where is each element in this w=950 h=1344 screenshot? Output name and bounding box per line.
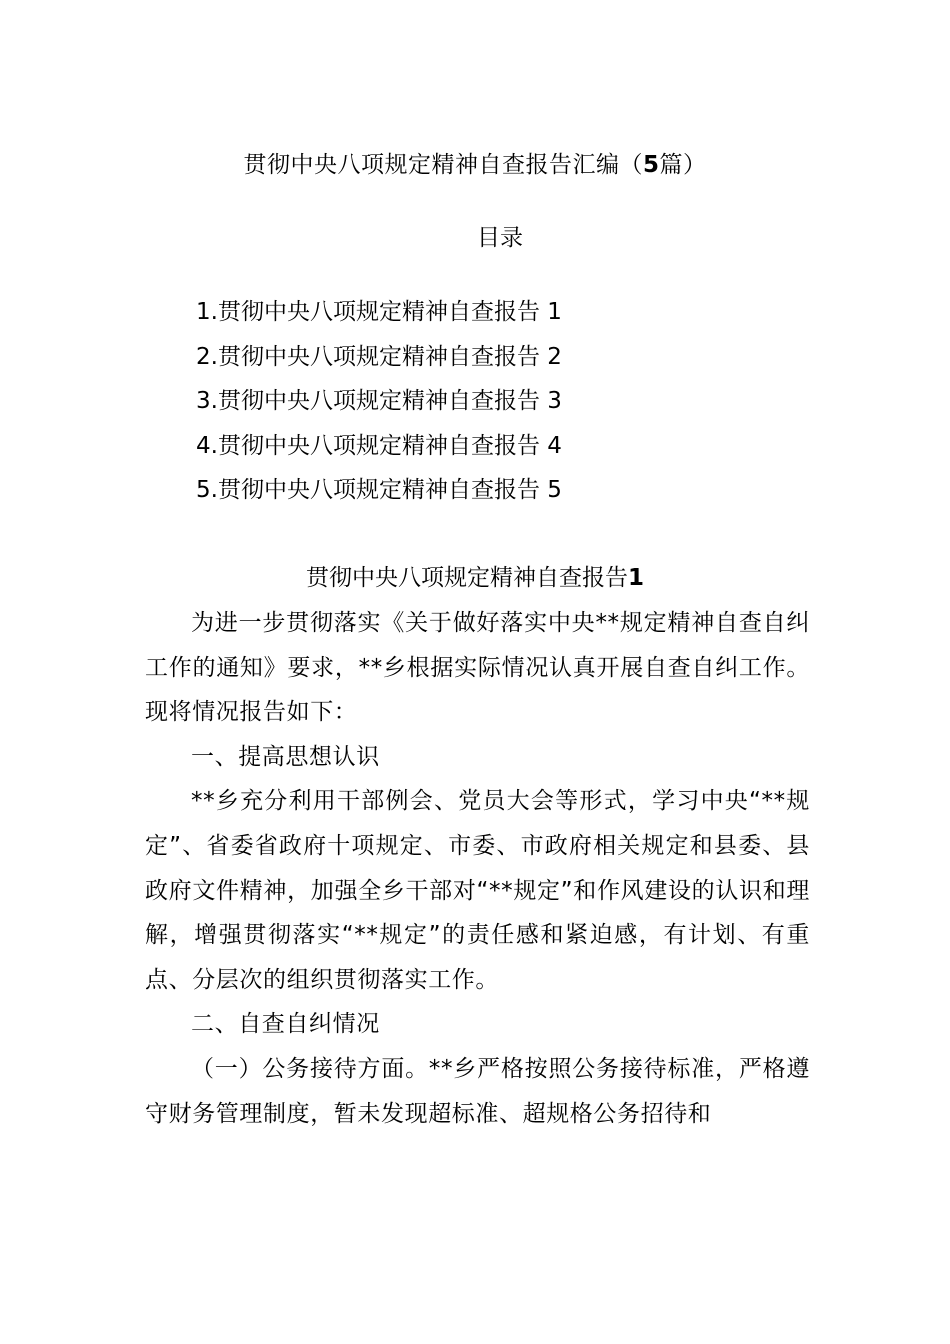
section-title-number: 1 xyxy=(627,565,644,591)
paragraph: **乡充分利用干部例会、党员大会等形式，学习中央“**规定”、省委省政府十项规定、市委、市政府相关规定和县委、县政府文件精神，加强全乡干部对“**规定”和作风建设的认识和理解，增强贯彻落实“**规定”的责任感和紧迫感，有计划、有重点、分层次的组织贯彻落实工作。 xyxy=(145,788,810,993)
section-title-text: 贯彻中央八项规定精神自查报告 xyxy=(305,565,628,591)
toc-item: 5.贯彻中央八项规定精神自查报告 5 xyxy=(196,477,562,503)
body-text xyxy=(145,601,810,1136)
title-suffix: 篇） xyxy=(659,152,707,178)
section-title xyxy=(0,560,950,596)
paragraph: 为进一步贯彻落实《关于做好落实中央**规定精神自查自纠工作的通知》要求，**乡根据实际情况认真开展自查自纠工作。现将情况报告如下： xyxy=(145,610,810,726)
toc-item: 1.贯彻中央八项规定精神自查报告 1 xyxy=(196,299,562,325)
title-prefix: 贯彻中央八项规定精神自查报告汇编（ xyxy=(243,152,643,178)
paragraph: 一、提高思想认识 xyxy=(191,743,380,770)
paragraph: 二、自查自纠情况 xyxy=(191,1011,380,1038)
toc-item: 4.贯彻中央八项规定精神自查报告 4 xyxy=(196,432,562,459)
toc-item: 2.贯彻中央八项规定精神自查报告 2 xyxy=(196,343,562,370)
toc-item: 3.贯彻中央八项规定精神自查报告 3 xyxy=(196,388,562,414)
table-of-contents xyxy=(196,290,562,513)
document-title xyxy=(0,147,950,183)
title-number: 5 xyxy=(642,152,660,178)
paragraph: （一）公务接待方面。**乡严格按照公务接待标准，严格遵守财务管理制度，暂未发现超标准、超规格公务招待和 xyxy=(145,1055,810,1127)
toc-heading: 目录 xyxy=(477,225,523,251)
